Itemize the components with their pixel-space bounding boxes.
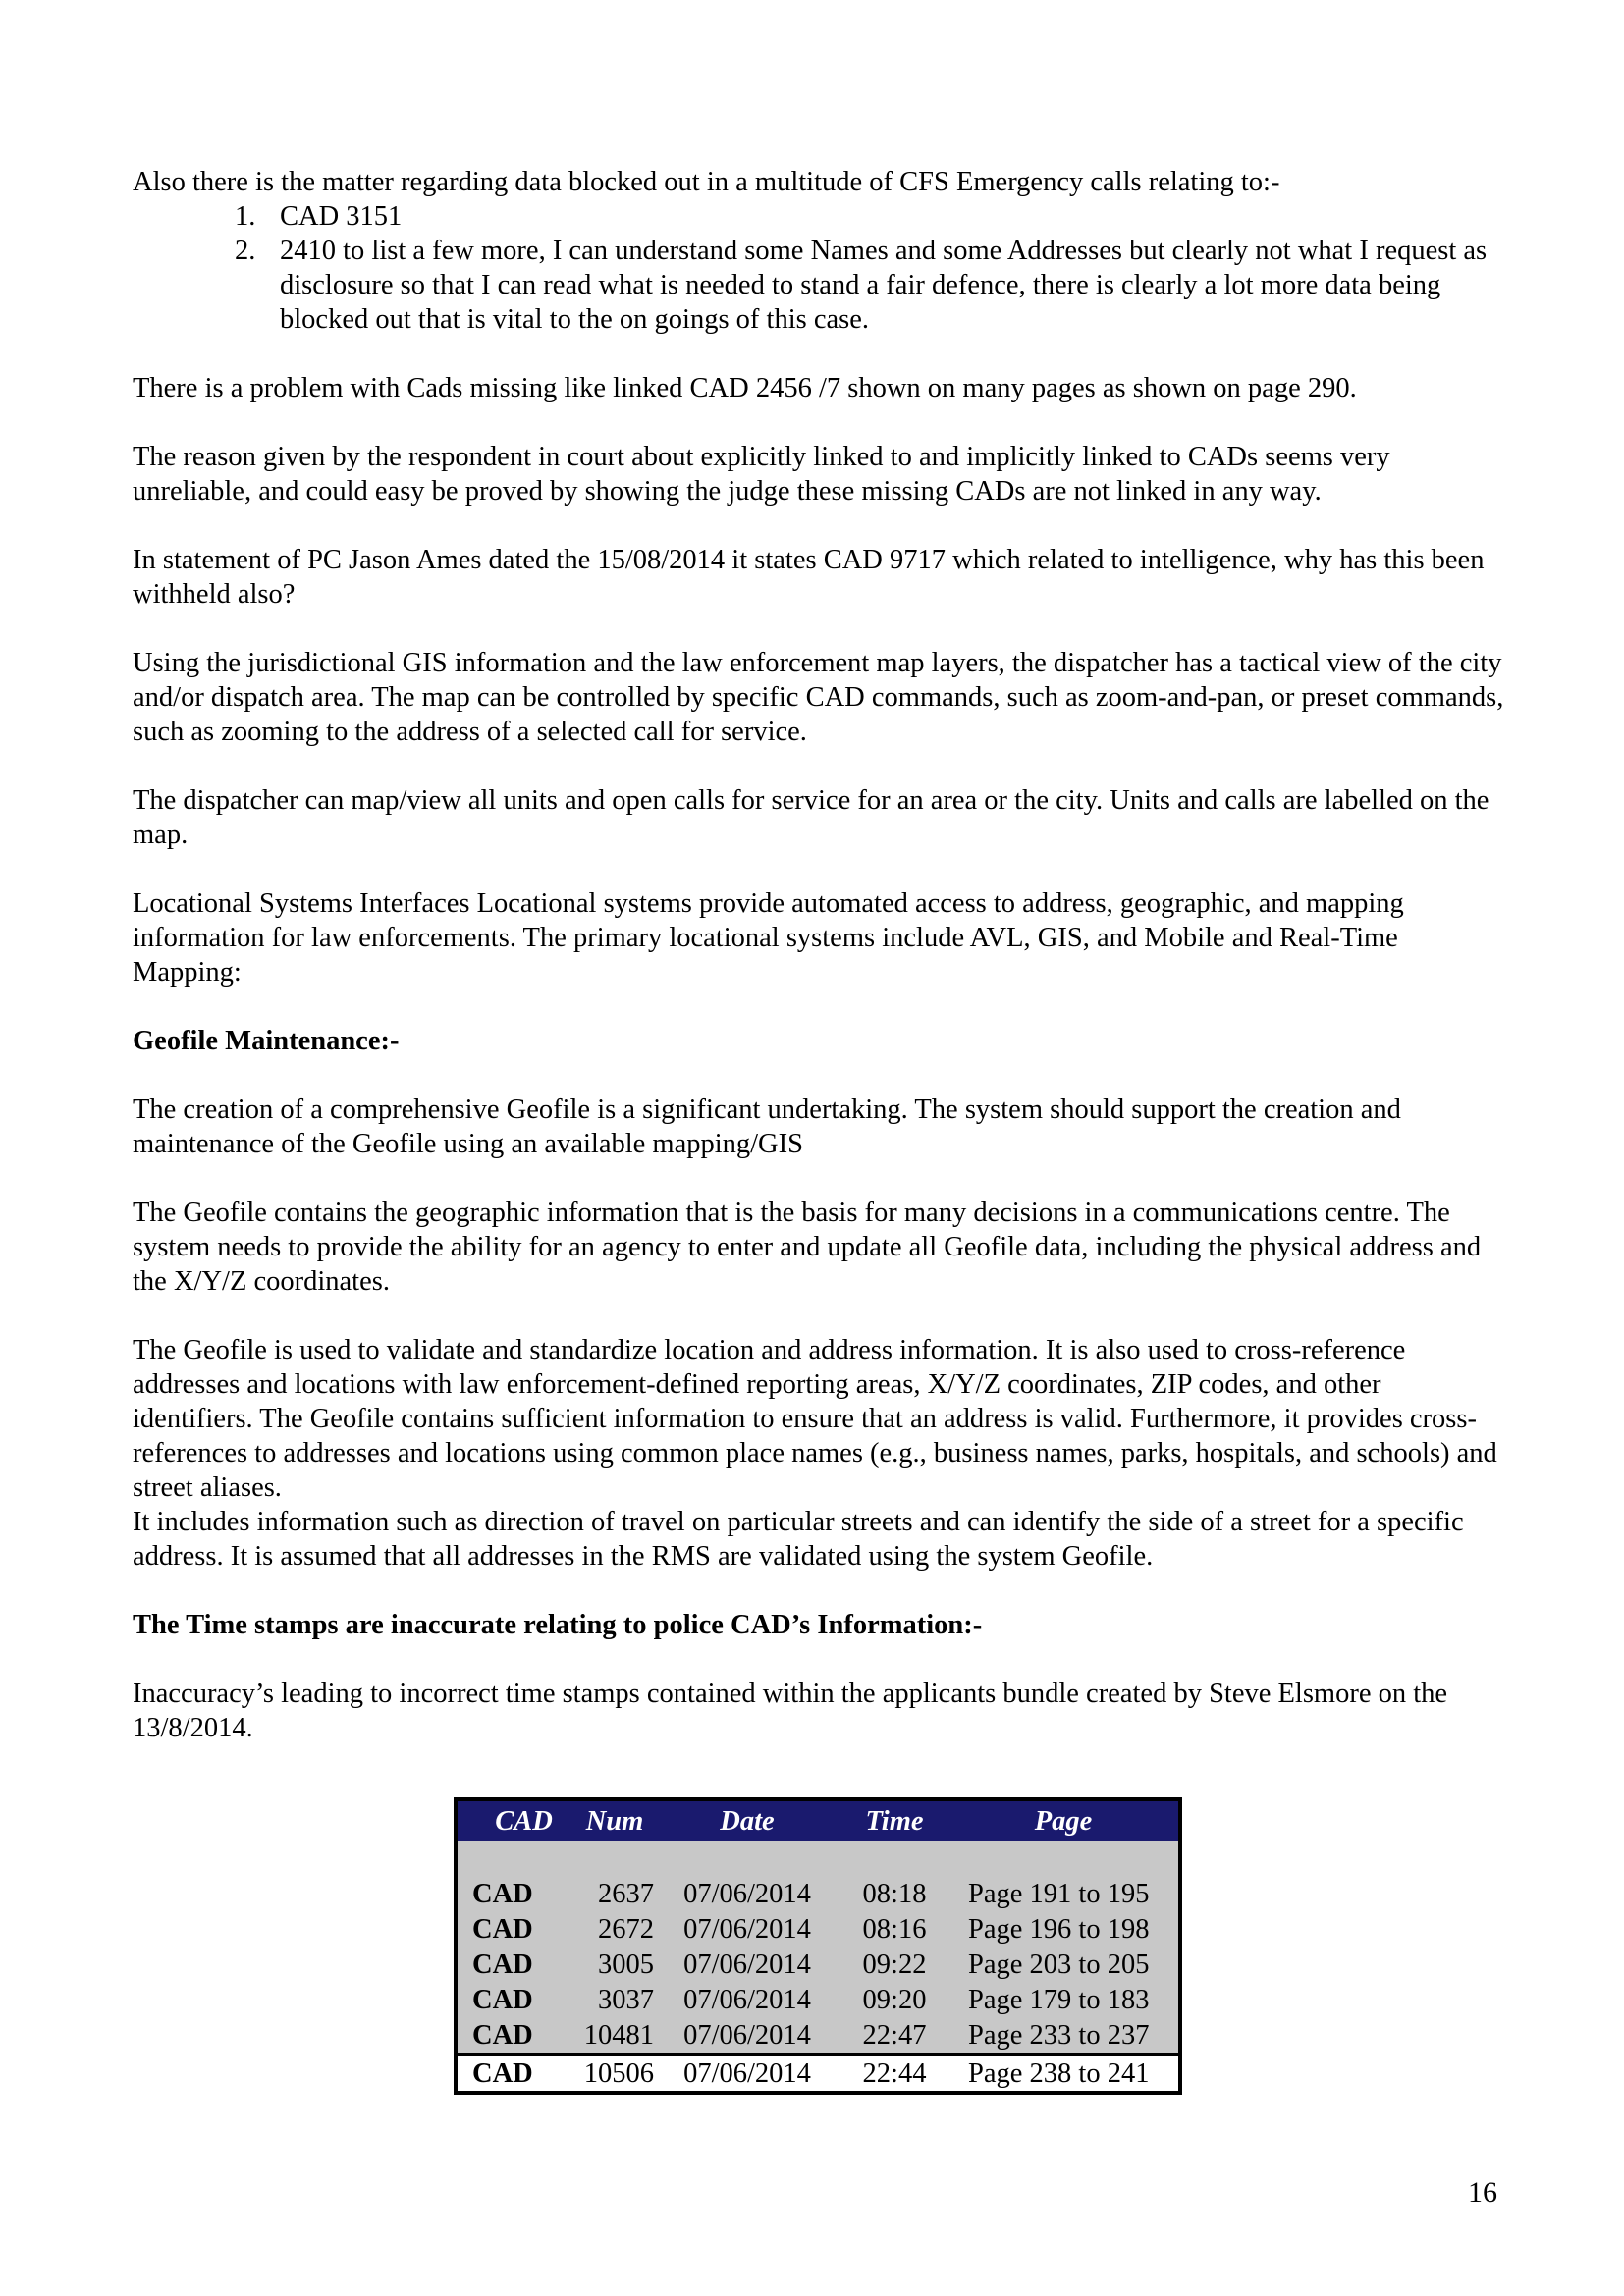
cell-cad: CAD (456, 1911, 575, 1947)
table-row (456, 1911, 1180, 1947)
cell-time: 22:47 (840, 2017, 948, 2055)
table-row (456, 1982, 1180, 2017)
paragraph-dispatcher-map: The dispatcher can map/view all units and open calls for service for an area or the city. Units and calls are labelled on the map. (133, 785, 1489, 850)
cell-num: 10506 (575, 2055, 654, 2094)
list-number: 1. (235, 201, 256, 232)
cell-num: 10481 (575, 2017, 654, 2055)
cell-date: 07/06/2014 (654, 2055, 840, 2094)
cad-table-container (454, 1797, 1182, 2095)
paragraph-locational-systems: Locational Systems Interfaces Locational systems provide automated access to address, geographic, and mapping information for law enforcements. The primary locational systems include AVL, GIS, and Mobile and Real-Time Mapping: (133, 888, 1404, 988)
list-number: 2. (235, 236, 256, 266)
cell-cad: CAD (456, 1876, 575, 1911)
cell-cad: CAD (456, 2055, 575, 2094)
cell-time: 22:44 (840, 2055, 948, 2094)
cell-time: 09:22 (840, 1947, 948, 1982)
cell-cad: CAD (456, 1982, 575, 2017)
header-page: Page (948, 1799, 1180, 1841)
table-spacer-row (456, 1841, 1180, 1876)
cell-num: 3037 (575, 1982, 654, 2017)
cell-time: 08:16 (840, 1911, 948, 1947)
paragraph-linked-cads: The reason given by the respondent in court about explicitly linked to and implicitly linked to CADs seems very unreliable, and could easy be proved by showing the judge these missing CADs are not linked in any way. (133, 442, 1390, 507)
table-row (456, 2055, 1180, 2094)
cad-table (454, 1797, 1182, 2095)
numbered-list (133, 199, 1507, 337)
paragraph-geofile-travel: It includes information such as direction of travel on particular streets and can identify the side of a street for a specific address. It is assumed that all addresses in the RMS are validated using the system Geofile. (133, 1507, 1464, 1572)
cell-page: Page 191 to 195 (948, 1876, 1180, 1911)
cell-date: 07/06/2014 (654, 1947, 840, 1982)
header-date: Date (654, 1799, 840, 1841)
cell-time: 08:18 (840, 1876, 948, 1911)
paragraph-intro: Also there is the matter regarding data blocked out in a multitude of CFS Emergency calls relating to:- (133, 167, 1280, 197)
header-time: Time (840, 1799, 948, 1841)
paragraph-geofile-creation: The creation of a comprehensive Geofile is a significant undertaking. The system should support the creation and maintenance of the Geofile using an available mapping/GIS (133, 1095, 1401, 1159)
list-text: CAD 3151 (280, 201, 403, 232)
cell-page: Page 196 to 198 (948, 1911, 1180, 1947)
list-text: 2410 to list a few more, I can understand some Names and some Addresses but clearly not what I request as disclosure so that I can read what is needed to stand a fair defence, there is clearly a lot more data being blocked out that is vital to the on goings of this case. (280, 236, 1488, 335)
table-header-row (456, 1799, 1180, 1841)
cell-page: Page 238 to 241 (948, 2055, 1180, 2094)
cell-cad: CAD (456, 1947, 575, 1982)
cell-page: Page 233 to 237 (948, 2017, 1180, 2055)
cell-date: 07/06/2014 (654, 2017, 840, 2055)
cell-date: 07/06/2014 (654, 1982, 840, 2017)
list-item (133, 199, 1507, 234)
page-number: 16 (1468, 2176, 1497, 2209)
header-cad: CAD (456, 1799, 575, 1841)
heading-geofile: Geofile Maintenance:- (133, 1026, 400, 1056)
paragraph-geofile-info: The Geofile contains the geographic information that is the basis for many decisions in a communications centre. The system needs to provide the ability for an agency to enter and update all Geofile data, including the physical address and the X/Y/Z coordinates. (133, 1198, 1482, 1297)
paragraph-statement: In statement of PC Jason Ames dated the 15/08/2014 it states CAD 9717 which related to intelligence, why has this been withheld also? (133, 545, 1485, 610)
cell-num: 2637 (575, 1876, 654, 1911)
paragraph-inaccuracy: Inaccuracy’s leading to incorrect time stamps contained within the applicants bundle created by Steve Elsmore on the 13/8/2014. (133, 1679, 1448, 1743)
document-body (133, 165, 1507, 1780)
cell-cad: CAD (456, 2017, 575, 2055)
cell-page: Page 203 to 205 (948, 1947, 1180, 1982)
paragraph-missing-cads: There is a problem with Cads missing like linked CAD 2456 /7 shown on many pages as shown on page 290. (133, 373, 1357, 403)
cell-num: 2672 (575, 1911, 654, 1947)
header-num: Num (575, 1799, 654, 1841)
cell-page: Page 179 to 183 (948, 1982, 1180, 2017)
list-item (133, 234, 1507, 337)
paragraph-geofile-validate: The Geofile is used to validate and standardize location and address information. It is also used to cross-reference addresses and locations with law enforcement-defined reporting areas, X/Y/Z coordinates, ZIP codes, and other identifiers. The Geofile contains sufficient information to ensure that an address is valid. Furthermore, it provides cross-references to addresses and locations using common place names (e.g., business names, parks, hospitals, and schools) and street aliases. (133, 1335, 1497, 1503)
cell-date: 07/06/2014 (654, 1876, 840, 1911)
cell-time: 09:20 (840, 1982, 948, 2017)
table-row (456, 1876, 1180, 1911)
cell-num: 3005 (575, 1947, 654, 1982)
table-row (456, 1947, 1180, 1982)
cell-date: 07/06/2014 (654, 1911, 840, 1947)
heading-time-stamps: The Time stamps are inaccurate relating to police CAD’s Information:- (133, 1610, 983, 1640)
table-row (456, 2017, 1180, 2055)
paragraph-gis: Using the jurisdictional GIS information and the law enforcement map layers, the dispatcher has a tactical view of the city and/or dispatch area. The map can be controlled by specific CAD commands, such as zoom-and-pan, or preset commands, such as zooming to the address of a selected call for service. (133, 648, 1504, 747)
